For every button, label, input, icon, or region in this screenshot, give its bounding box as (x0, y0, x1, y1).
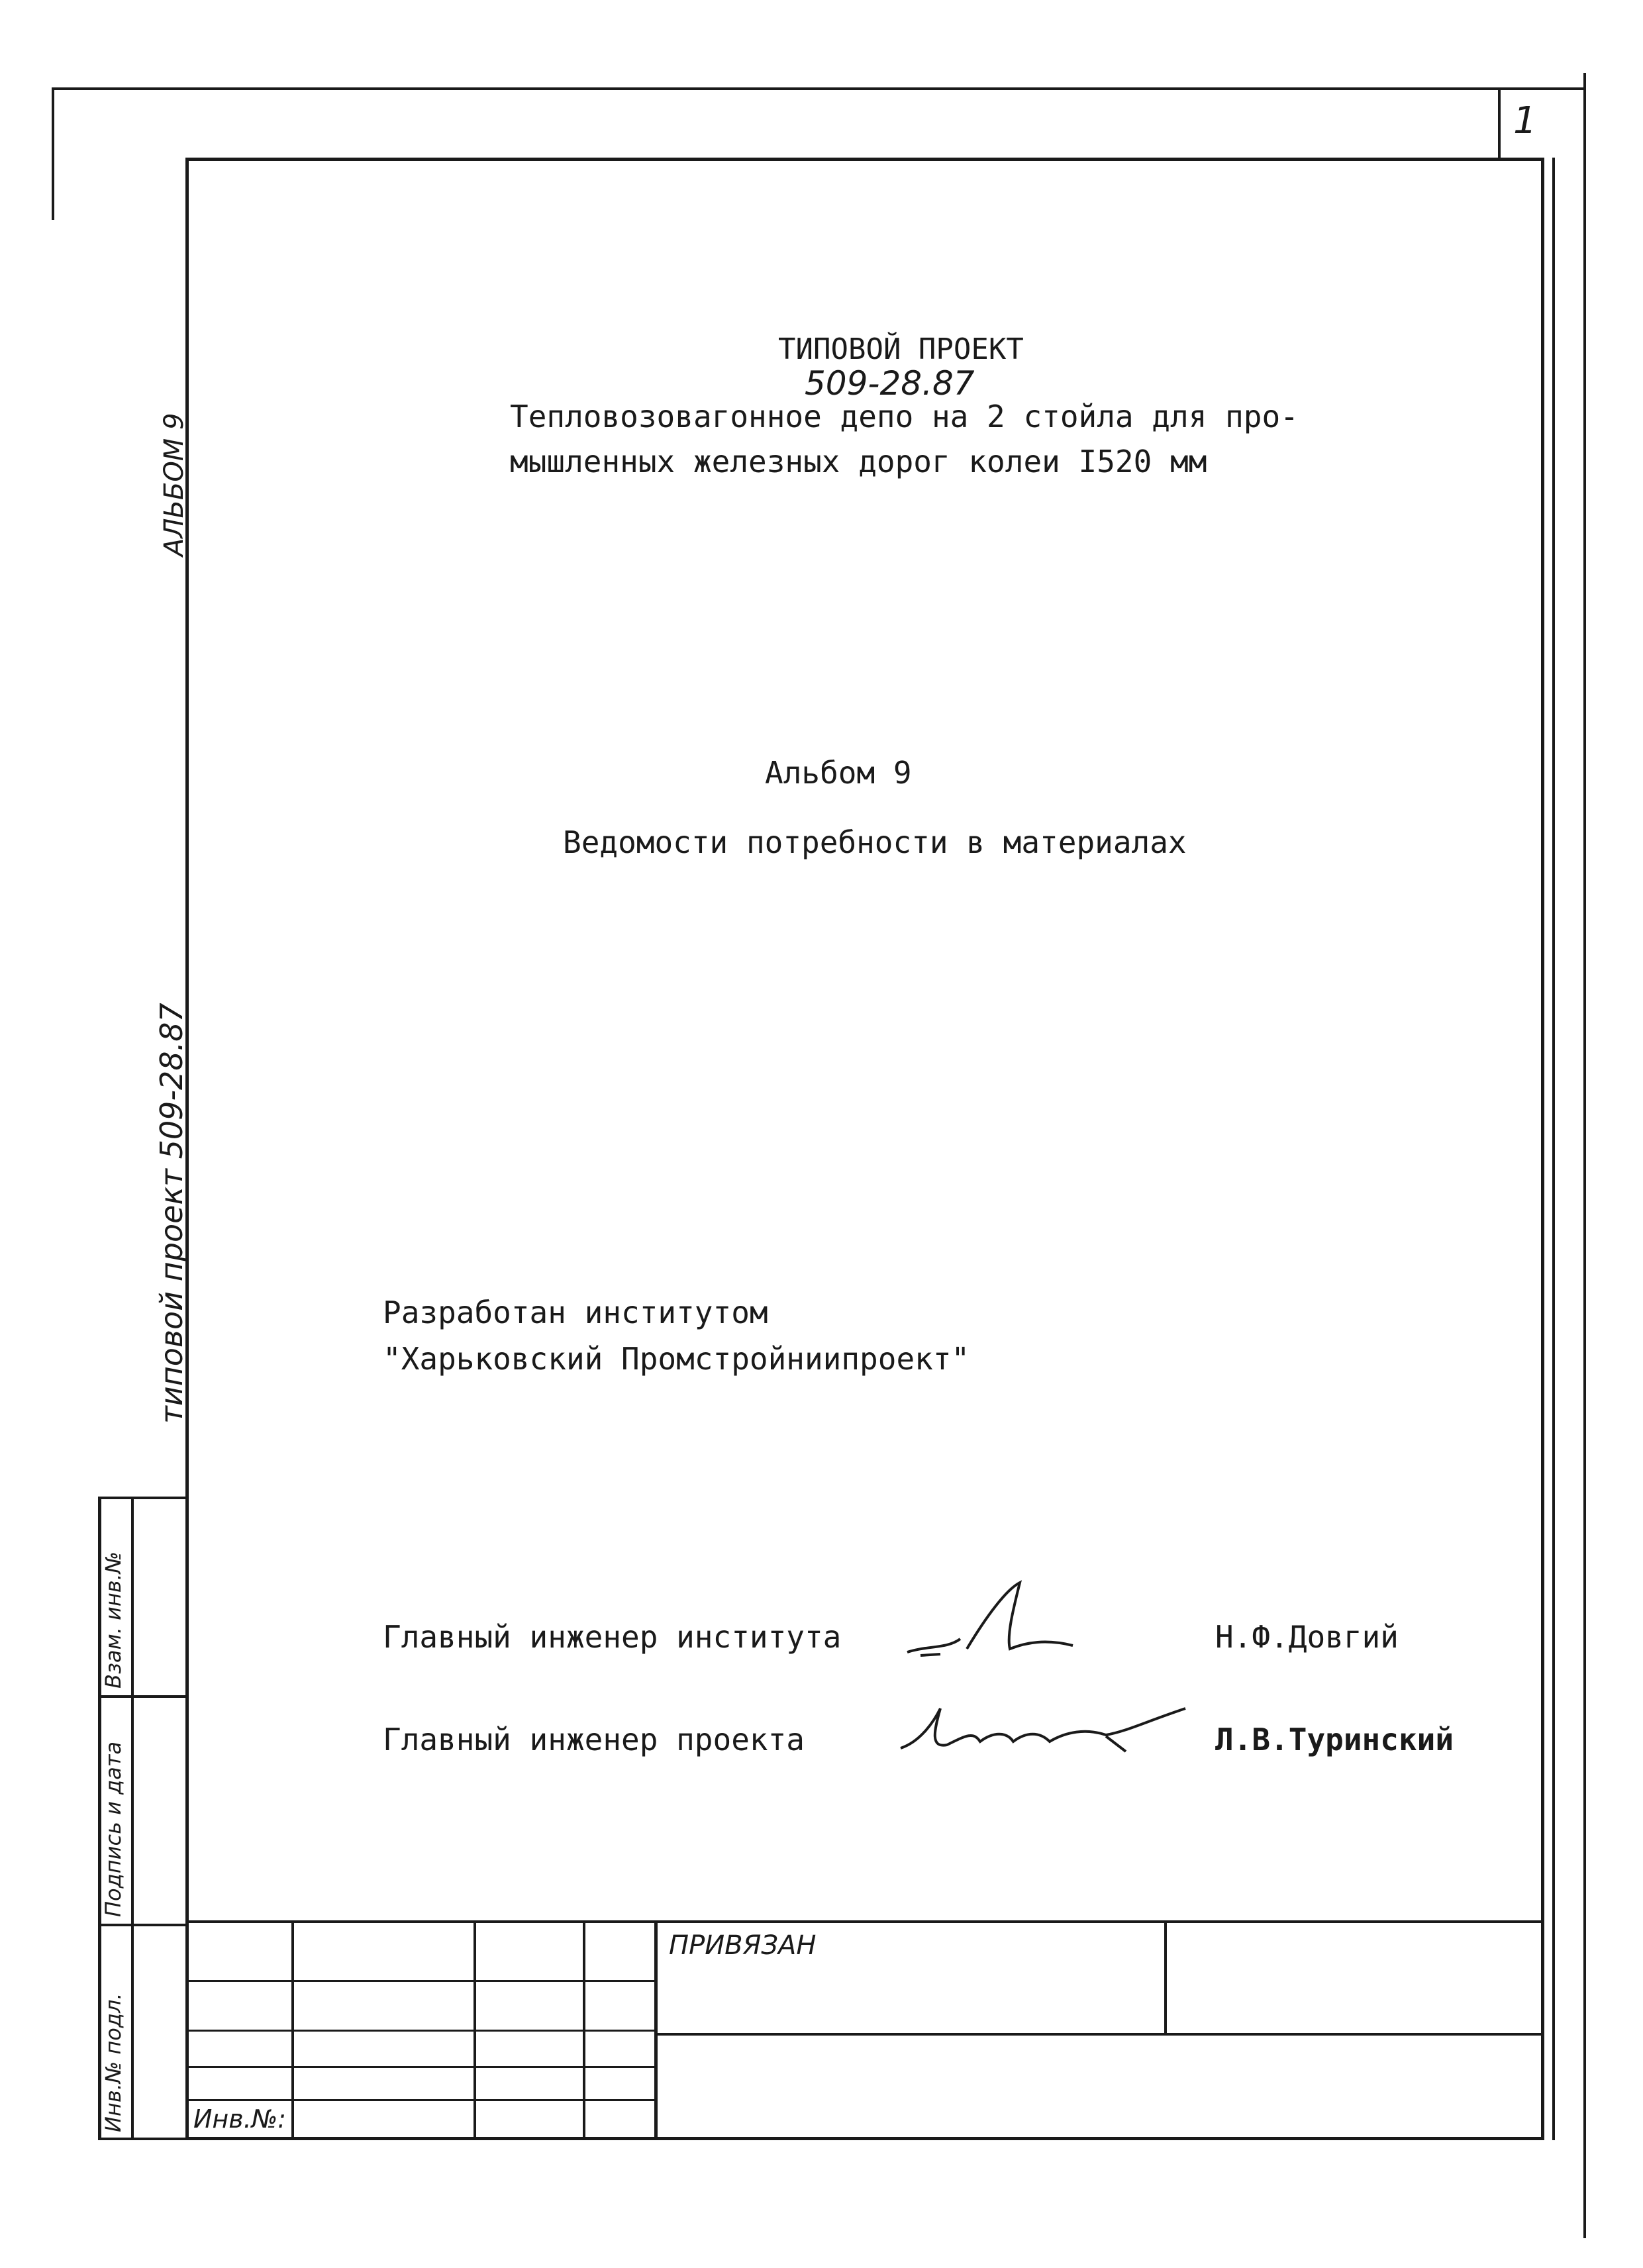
stamp-col-4 (654, 1920, 658, 2140)
stamp-bound-label: ПРИВЯЗАН (669, 1930, 817, 1961)
margin-stamp-row1 (98, 1695, 185, 1698)
signature-2 (894, 1695, 1225, 1768)
developer-line1: Разработан институтом (383, 1295, 768, 1330)
outer-right-border (1583, 73, 1586, 2238)
stamp-inv-label: Инв.№: (193, 2104, 287, 2134)
document-kind: ТИПОВОЙ ПРОЕКТ (778, 332, 1024, 366)
margin-stamp-divider (131, 1497, 134, 2140)
margin-stamp-replace-label: Взам. инв.№ (101, 1551, 126, 1689)
project-title-line1: Тепловозовагонное депо на 2 стойла для про- (510, 399, 1299, 434)
outer-left-border (52, 87, 54, 220)
signature-name-2: Л.В.Туринский (1215, 1722, 1454, 1757)
stamp-col-1 (291, 1920, 294, 2140)
stamp-col-5 (1164, 1920, 1167, 2034)
margin-stamp-bottom (98, 2138, 185, 2140)
signature-1 (894, 1576, 1119, 1669)
stamp-col-3 (583, 1920, 585, 2140)
developer-line2: "Харьковский Промстройниипроект" (383, 1341, 970, 1377)
signature-name-1: Н.Ф.Довгий (1215, 1619, 1399, 1655)
margin-album-label: АЛЬБОМ 9 (159, 413, 189, 556)
album-subtitle: Ведомости потребности в материалах (563, 824, 1187, 860)
page-number: 1 (1513, 99, 1537, 142)
project-number: 509-28.87 (805, 364, 975, 403)
page-number-box-left (1498, 87, 1501, 160)
margin-stamp-inv-label: Инв.№ подл. (101, 1993, 126, 2132)
stamp-top (185, 1920, 1544, 1923)
margin-stamp-sign-label: Подпись и дата (101, 1741, 126, 1917)
stamp-col-2 (473, 1920, 476, 2140)
margin-stamp-row2 (98, 1924, 185, 1926)
signature-role-1: Главный инженер института (383, 1619, 842, 1655)
album-label: Альбом 9 (765, 755, 912, 791)
signature-role-2: Главный инженер проекта (383, 1722, 805, 1757)
margin-project-label: типовой проект 509-28.87 (154, 1003, 189, 1424)
frame-right-double (1552, 158, 1555, 2140)
project-title-line2: мышленных железных дорог колеи I520 мм (510, 444, 1207, 479)
margin-stamp-top (98, 1497, 185, 1499)
outer-top-border (52, 87, 1585, 90)
stamp-right-row (656, 2033, 1544, 2036)
